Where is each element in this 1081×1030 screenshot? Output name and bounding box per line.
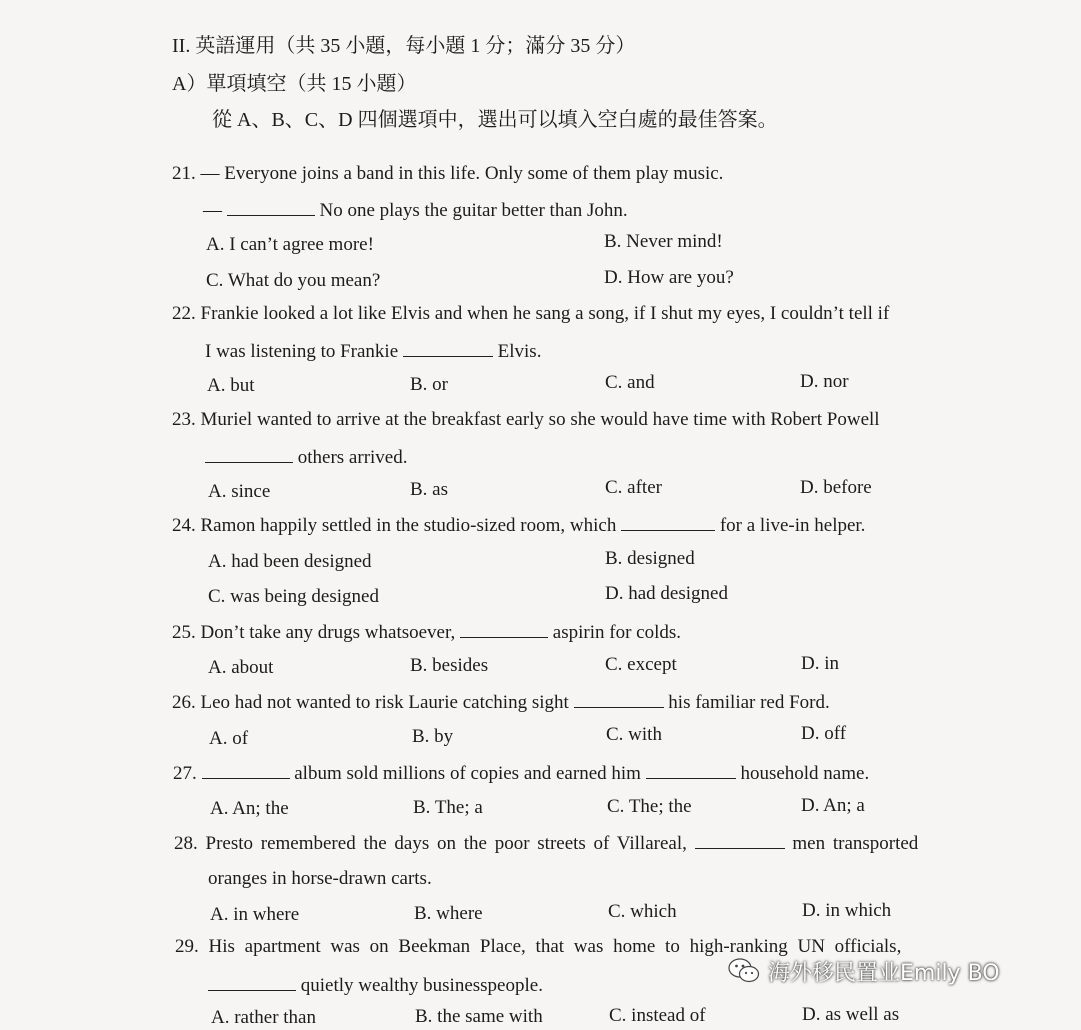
answer-blank — [202, 760, 290, 779]
q28-stem-line2: oranges in horse-drawn carts. — [208, 868, 432, 889]
q23-option-d: D. before — [800, 477, 872, 498]
q28-stem: 28. Presto remembered the days on the poor streets of Villareal, men transported — [174, 830, 918, 856]
section-heading: II. 英語運用（共 35 小題，每小題 1 分；滿分 35 分） — [172, 35, 636, 57]
q26-option-d: D. off — [801, 723, 847, 744]
q28-option-a: A. in where — [210, 904, 300, 925]
q21-option-a: A. I can’t agree more! — [206, 234, 374, 255]
q22-option-c: C. and — [605, 372, 655, 393]
q26-option-b: B. by — [412, 726, 454, 747]
q26-option-c: C. with — [606, 724, 662, 745]
q28-option-c: C. which — [608, 901, 677, 922]
wechat-icon — [728, 957, 760, 985]
q21-option-d: D. How are you? — [604, 267, 734, 288]
q23-option-a: A. since — [208, 481, 271, 502]
q25-option-b: B. besides — [410, 655, 489, 676]
q24-option-b: B. designed — [605, 548, 695, 569]
q24-option-c: C. was being designed — [208, 586, 379, 607]
q22-option-b: B. or — [410, 374, 448, 395]
answer-blank — [695, 830, 785, 849]
q28-option-d: D. in which — [802, 900, 892, 921]
answer-blank — [227, 197, 315, 216]
q22-option-d: D. nor — [800, 371, 849, 392]
instruction-text: 從 A、B、C、D 四個選項中，選出可以填入空白處的最佳答案。 — [212, 109, 778, 131]
q28-option-b: B. where — [414, 903, 483, 924]
q29-option-d: D. as well as — [802, 1004, 900, 1025]
q27-option-d: D. An; a — [801, 795, 865, 816]
q24-option-d: D. had designed — [605, 583, 728, 604]
q26-option-a: A. of — [209, 728, 249, 749]
q25-stem: 25. Don’t take any drugs whatsoever, aspirin for colds. — [172, 619, 681, 645]
watermark-text: 海外移民置业Emily BO — [768, 960, 1000, 986]
q27-option-b: B. The; a — [413, 797, 483, 818]
q23-stem-line2: others arrived. — [205, 444, 407, 470]
q23-option-c: C. after — [605, 477, 662, 498]
q22-stem: 22. Frankie looked a lot like Elvis and when he sang a song, if I shut my eyes, I couldn’t tell if — [172, 303, 890, 324]
q29-option-b: B. the same with — [415, 1006, 543, 1027]
q23-option-b: B. as — [410, 479, 448, 500]
q25-option-a: A. about — [208, 657, 274, 678]
q29-stem: 29. His apartment was on Beekman Place, that was home to high-ranking UN officials, — [175, 936, 902, 957]
q29-option-c: C. instead of — [609, 1005, 706, 1026]
q29-option-a: A. rather than — [211, 1007, 316, 1028]
q25-option-c: C. except — [605, 654, 677, 675]
answer-blank — [208, 972, 296, 991]
q23-stem: 23. Muriel wanted to arrive at the breakfast early so she would have time with Robert Powell — [172, 409, 880, 430]
answer-blank — [574, 689, 664, 708]
q27-stem: 27. album sold millions of copies and earned him household name. — [173, 760, 869, 786]
sub-heading: A）單項填空（共 15 小題） — [172, 73, 417, 95]
q25-option-d: D. in — [801, 653, 839, 674]
answer-blank — [621, 512, 715, 531]
answer-blank — [460, 619, 548, 638]
q27-option-c: C. The; the — [607, 796, 692, 817]
q21-option-c: C. What do you mean? — [206, 270, 381, 291]
q27-option-a: A. An; the — [210, 798, 289, 819]
watermark — [728, 954, 1000, 988]
q22-option-a: A. but — [207, 375, 255, 396]
q24-option-a: A. had been designed — [208, 551, 372, 572]
answer-blank — [205, 444, 293, 463]
answer-blank-2 — [646, 760, 736, 779]
q24-stem: 24. Ramon happily settled in the studio-sized room, which for a live-in helper. — [172, 512, 865, 538]
q21-stem: 21. — Everyone joins a band in this life. Only some of them play music. — [172, 163, 724, 184]
q26-stem: 26. Leo had not wanted to risk Laurie catching sight his familiar red Ford. — [172, 689, 830, 715]
q29-stem-line2: quietly wealthy businesspeople. — [208, 972, 543, 998]
answer-blank — [403, 338, 493, 357]
q21-stem-line2: — No one plays the guitar better than John. — [203, 197, 628, 223]
q22-stem-line2: I was listening to Frankie Elvis. — [205, 338, 541, 364]
q21-option-b: B. Never mind! — [604, 231, 723, 252]
